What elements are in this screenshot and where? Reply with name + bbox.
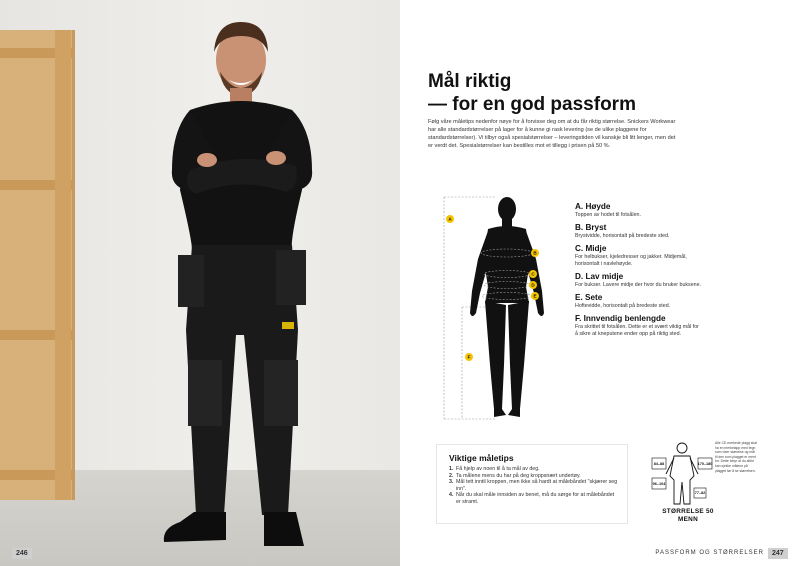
measurement-title: E. Sete xyxy=(575,293,603,302)
measurement-list xyxy=(575,202,703,342)
size-note: Alle CE-merkede plagg skal ha en merkelapp med tegn som viser størrelse og mål til den som plagget er ment for. Dette betyr at du alltid kan sjekke målene på plagget før å se størrelsen. xyxy=(715,441,757,473)
page-number-left: 246 xyxy=(12,548,32,559)
measurement-desc: Brystvidde, horisontalt på bredeste sted. xyxy=(575,233,670,239)
size-caption xyxy=(651,508,725,524)
marker-b-label: B xyxy=(533,250,537,256)
tip-item: 1. Få hjelp av noen til å ta mål av deg. xyxy=(449,466,540,472)
right-page xyxy=(400,0,800,566)
size-caption-line-2: MENN xyxy=(677,516,699,523)
size-chest-value: 84–88 xyxy=(653,462,665,466)
measurement-title: A. Høyde xyxy=(575,202,611,211)
tip-item: 3. Mål tett inntil kroppen, men ikke så hardt at målebåndet "skjærer seg inn". xyxy=(449,479,618,492)
measuring-tips-box xyxy=(436,444,628,524)
measurement-item xyxy=(575,314,703,338)
tips-title: Viktige måletips xyxy=(449,453,514,463)
page-title xyxy=(428,70,728,116)
footer-section-title: PASSFORM OG STØRRELSER xyxy=(655,550,764,556)
measurement-item xyxy=(575,223,703,240)
measurement-desc: Toppen av hodet til fotsålen. xyxy=(575,212,641,218)
marker-c-label: C xyxy=(531,271,535,277)
measurement-item xyxy=(575,202,703,219)
measurement-item xyxy=(575,244,703,268)
marker-f-label: F xyxy=(467,354,471,360)
size-inseam-value: 77–82 xyxy=(694,491,706,495)
tip-item: 2. Ta målene mens du har på deg kroppsnært undertøy. xyxy=(449,472,581,479)
marker-a-label: A xyxy=(448,216,452,222)
marker-e-label: E xyxy=(533,293,537,299)
measurement-title: C. Midje xyxy=(575,244,607,253)
measurement-item xyxy=(575,272,703,289)
body-measurement-figure xyxy=(436,195,576,423)
marker-d-label: D xyxy=(531,282,535,288)
title-line-1: Mål riktig xyxy=(428,71,512,92)
title-line-2: — for en god passform xyxy=(428,94,636,115)
tip-item: 4. Når du skal måle innsiden av benet, må du sørge for at målebåndet er stramt. xyxy=(449,492,615,505)
tips-list xyxy=(449,466,619,506)
intro-paragraph: Følg våre måletips nedenfor nøye for å forvisse deg om at du får riktig størrelse. Snickers Workwear har alle standardstørrelser på lager for å kunne gi rask levering (se de ulike plaggene for standardstørrelser). Vi tilbyr også spesialstørrelser – leveringstiden vil kanskje bli litt lenger, men det er verdt det. Spesialstørrelser kan bestilles mot et tillegg i prisen på 50 %. xyxy=(428,119,676,150)
size-label-figure xyxy=(650,440,714,508)
measurement-desc: Fra skrittet til fotsålen. Dette er et svært viktig mål for å sikre at kneputene ender opp på riktig sted. xyxy=(575,324,699,337)
measurement-desc: For bukser. Lavere midje der hvor du bruker buksene. xyxy=(575,282,702,288)
measurement-title: B. Bryst xyxy=(575,223,607,232)
page-number-right: 247 xyxy=(768,548,788,559)
size-seat-value: 96–104 xyxy=(652,482,666,486)
measurement-item xyxy=(575,293,703,310)
measurement-title: D. Lav midje xyxy=(575,272,624,281)
size-height-value: 170–180 xyxy=(697,462,713,466)
size-caption-line-1: STØRRELSE 50 xyxy=(662,508,714,515)
measurement-desc: For helbukser, kjeledresser og jakker. Midjemål, horisontalt i navlehøyde. xyxy=(575,254,687,267)
size-figure-outline xyxy=(666,443,698,504)
measurement-title: F. Innvendig benlengde xyxy=(575,314,666,323)
measurement-desc: Hoftevidde, horisontalt på bredeste sted. xyxy=(575,303,671,309)
